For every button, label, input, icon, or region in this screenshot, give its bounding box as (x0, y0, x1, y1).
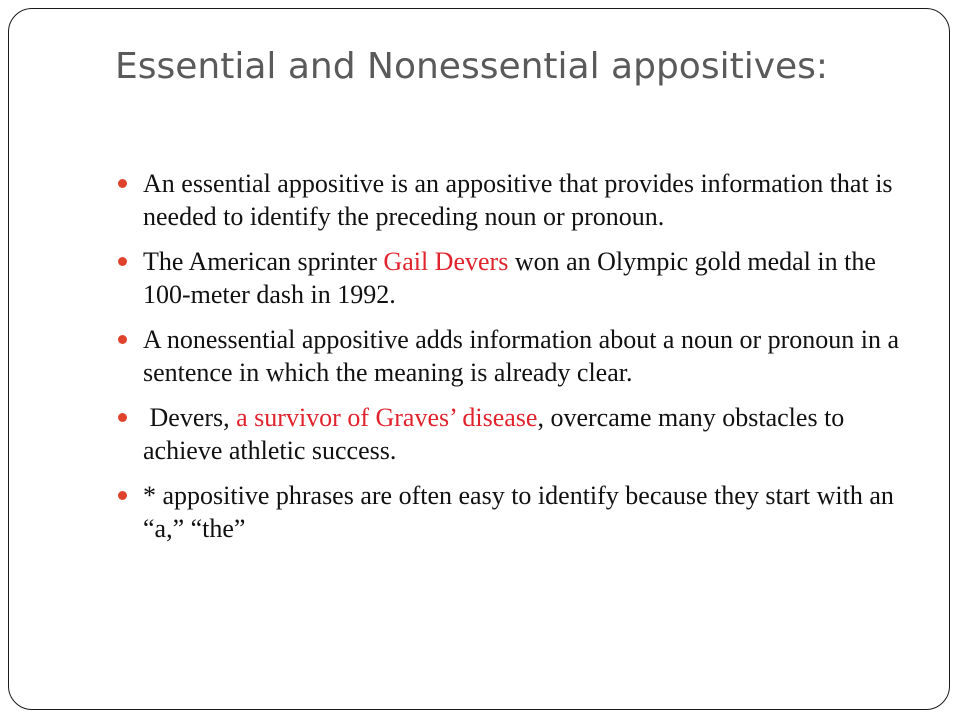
slide-frame (8, 8, 950, 710)
bullet-icon (118, 413, 127, 422)
highlighted-appositive: a survivor of Graves’ disease (236, 403, 538, 432)
slide-title: Essential and Nonessential appositives: (115, 46, 829, 87)
bullet-text-before: Devers, (143, 403, 237, 432)
highlighted-appositive: Gail Devers (383, 247, 509, 276)
bullet-icon (118, 491, 127, 500)
bullet-text: A nonessential appositive adds information about a noun or pronoun in a sentence in which the meaning is already clear. (143, 325, 900, 387)
bullet-icon (118, 335, 127, 344)
bullet-essential-definition (115, 167, 915, 233)
bullet-text: An essential appositive is an appositive that provides information that is needed to identify the preceding noun or pronoun. (143, 169, 893, 231)
bullet-text-after: won an Olympic gold medal in the 100-meter dash in 1992. (143, 247, 876, 309)
bullet-text-before: The American sprinter (143, 247, 384, 276)
bullet-nonessential-example (115, 401, 915, 467)
bullet-text: * appositive phrases are often easy to identify because they start with an “a,” “the” (143, 481, 894, 543)
bullet-icon (118, 257, 127, 266)
bullet-icon (118, 179, 127, 188)
bullet-tip (115, 479, 915, 545)
bullet-text-after: , overcame many obstacles to achieve athletic success. (143, 403, 845, 465)
bullet-essential-example (115, 245, 915, 311)
bullet-list (115, 167, 915, 557)
bullet-nonessential-definition (115, 323, 915, 389)
